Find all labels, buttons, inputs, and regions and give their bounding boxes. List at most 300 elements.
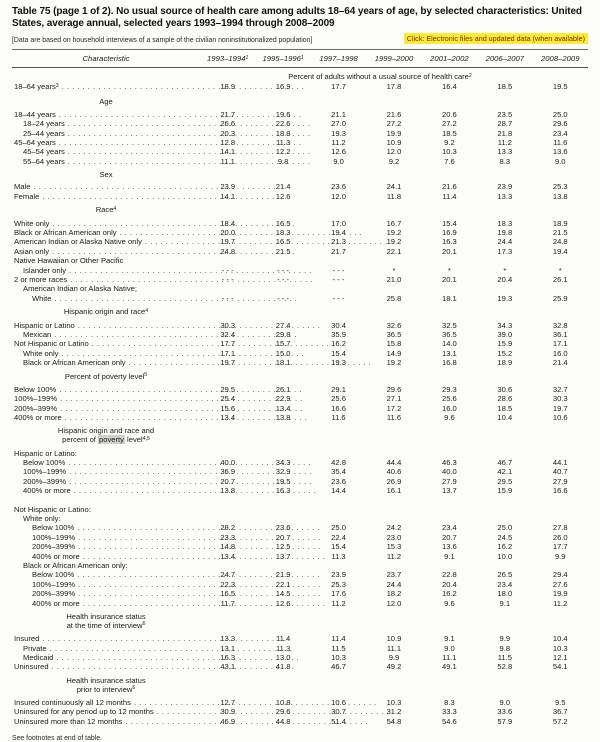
table-row xyxy=(12,533,588,542)
cell-value: 21.6 xyxy=(386,109,402,119)
cell-value: 29.4 xyxy=(552,570,568,580)
cell-value: 11.6 xyxy=(386,413,402,423)
cell-value: 42.8 xyxy=(331,457,346,467)
row-label: 400% or more . . . xyxy=(12,486,200,495)
cell-value: 11.2 xyxy=(331,137,346,147)
cell-value: 15.4 xyxy=(331,542,346,552)
table-row xyxy=(12,339,588,348)
cell-value: 11.5 xyxy=(331,643,346,653)
cell-value: 9.2 xyxy=(444,137,455,147)
row-label: American Indian or Alaska Native; xyxy=(23,284,137,294)
cell-value: 12.6 xyxy=(331,147,346,157)
cell-value: 29.1 xyxy=(331,384,346,394)
cell-value: 19.8 xyxy=(497,227,513,237)
row-label: Mexican . . . xyxy=(12,330,200,339)
row-label: Not Hispanic or Latino . . . xyxy=(12,339,200,348)
row-label: White . . . xyxy=(12,294,200,303)
cell-value: 16.2 xyxy=(331,339,346,349)
cell-value: 20.4 xyxy=(497,274,513,284)
cell-value: 19.4 xyxy=(331,227,346,237)
table-row xyxy=(12,707,588,716)
cell-value xyxy=(533,449,588,458)
cell-value: 16.5 xyxy=(220,589,236,599)
cell-value: 19.6 xyxy=(275,109,291,119)
cell-value xyxy=(311,514,366,523)
cell-value: * xyxy=(503,265,507,275)
cell-value: 10.4 xyxy=(552,634,568,644)
cell-value: 27.0 xyxy=(331,119,346,129)
footnote-marker: 4 xyxy=(145,307,149,314)
row-label: American Indian or Alaska Native only . . . xyxy=(12,237,200,246)
row-label: 200%–399% . . . xyxy=(12,589,200,598)
find-highlight: poverty xyxy=(99,435,124,445)
cell-value: 21.8 xyxy=(497,128,513,138)
cell-value xyxy=(311,284,366,293)
cell-value: 13.6 xyxy=(552,147,568,157)
row-label: Uninsured . . . xyxy=(12,662,200,671)
section-header xyxy=(12,427,200,446)
cell-value: 29.5 xyxy=(220,384,236,394)
cell-value: 26.5 xyxy=(497,570,513,580)
cell-value: 34.3 xyxy=(497,320,513,330)
cell-value: 30.3 xyxy=(552,394,568,404)
cell-value: 46.3 xyxy=(442,457,457,467)
cell-value: 21.5 xyxy=(275,246,291,256)
cell-value: 36.5 xyxy=(386,329,402,339)
cell-value xyxy=(255,284,310,293)
cell-value: 10.3 xyxy=(442,147,457,157)
cell-value: 14.4 xyxy=(331,486,346,496)
cell-value: 42.1 xyxy=(497,467,513,477)
footnote-marker: 6 xyxy=(142,621,146,628)
cell-value: 46.7 xyxy=(331,662,346,672)
group-label-row xyxy=(12,284,588,293)
cell-value: 10.6 xyxy=(552,413,568,423)
cell-value: 13.0 xyxy=(275,652,291,662)
cell-value: 27.2 xyxy=(442,119,457,129)
cell-value: 13.8 xyxy=(275,413,291,423)
section-header xyxy=(12,677,200,696)
table-row xyxy=(12,634,588,643)
cell-value: 9.6 xyxy=(444,413,455,423)
table-row xyxy=(12,228,588,237)
cell-value: 44.1 xyxy=(552,457,568,467)
table-row xyxy=(12,394,588,403)
cell-value xyxy=(255,561,310,570)
row-label: Below 100% . . . xyxy=(12,570,200,579)
cell-value: 12.5 xyxy=(275,542,291,552)
cell-value: 25.0 xyxy=(331,523,346,533)
cell-value: 18.1 xyxy=(442,293,457,303)
cell-value xyxy=(366,561,421,570)
section-header-line: Race$^4$ xyxy=(95,205,117,215)
cell-value xyxy=(477,561,532,570)
cell-value: 28.7 xyxy=(497,119,513,129)
cell-value: 7.6 xyxy=(444,156,455,166)
cell-value: 16.2 xyxy=(442,589,457,599)
row-label: Black or African American only . . . xyxy=(12,228,200,237)
cell-value: 23.7 xyxy=(386,570,402,580)
cell-value: 13.6 xyxy=(442,542,457,552)
cell-value: 15.0 xyxy=(275,348,291,358)
cell-value xyxy=(477,256,532,265)
cell-value: 17.8 xyxy=(386,82,402,91)
table-row xyxy=(12,247,588,256)
cell-value: 14.1 xyxy=(220,191,236,201)
cell-value: 30.3 xyxy=(220,320,236,330)
table-row xyxy=(12,385,588,394)
cell-value: 28.2 xyxy=(220,523,236,533)
cell-value: 13.3 xyxy=(220,634,236,644)
cell-value: 30.4 xyxy=(331,320,346,330)
table-row xyxy=(12,349,588,358)
section-header-line: Percent of poverty level$^5$ xyxy=(64,371,148,381)
section-header-line: at the time of interview$^6$ xyxy=(66,620,146,630)
cell-value: 22.1 xyxy=(275,579,291,589)
row-label: Uninsured more than 12 months . . . xyxy=(12,717,200,726)
cell-value: 11.2 xyxy=(553,598,568,608)
cell-value: 10.4 xyxy=(497,413,513,423)
table-row xyxy=(12,523,588,532)
row-label: Hispanic or Latino . . . xyxy=(12,321,200,330)
cell-value: 20.6 xyxy=(442,109,457,119)
cell-value: 12.7 xyxy=(220,697,236,707)
cell-value: 32.5 xyxy=(442,320,457,330)
data-source-note: [Data are based on household interviews of a sample of the civilian noninstitutionalized population] xyxy=(12,37,313,44)
table-row xyxy=(12,321,588,330)
table-row xyxy=(12,589,588,598)
cell-value: 23.9 xyxy=(331,570,346,580)
cell-value: 52.8 xyxy=(497,662,513,672)
cell-value: 15.9 xyxy=(497,339,513,349)
row-label: 18–64 years$^3$ . . . xyxy=(12,82,200,93)
table-row xyxy=(12,182,588,191)
cell-value: 11.1 xyxy=(386,643,402,653)
footnote-marker: 1 xyxy=(300,54,304,61)
cell-value xyxy=(255,505,310,514)
cell-value: 33.3 xyxy=(442,707,457,717)
cell-value: 40.0 xyxy=(442,467,457,477)
cell-value: 14.0 xyxy=(442,339,457,349)
cell-value: 17.6 xyxy=(331,589,346,599)
cell-value xyxy=(311,449,366,458)
cell-value: 13.3 xyxy=(497,147,513,157)
cell-value xyxy=(533,505,588,514)
cell-value: 16.0 xyxy=(552,348,568,358)
cell-value: - - - xyxy=(277,265,290,275)
row-label: 55–64 years . . . xyxy=(12,157,200,166)
cell-value: 27.9 xyxy=(442,476,457,486)
row-label: Asian only . . . xyxy=(12,247,200,256)
cell-value: 46.7 xyxy=(497,457,513,467)
row-label: Not Hispanic or Latino: xyxy=(14,504,91,514)
cell-value: 18.2 xyxy=(386,589,402,599)
cell-value: 15.9 xyxy=(497,486,513,496)
group-label-row xyxy=(12,514,588,523)
section-header-line: prior to interview$^6$ xyxy=(76,684,136,694)
cell-value: 14.5 xyxy=(275,589,291,599)
table-row xyxy=(12,413,588,422)
cell-value: 10.3 xyxy=(386,697,402,707)
cell-value: 9.0 xyxy=(333,156,344,166)
cell-value: - - - xyxy=(332,293,345,303)
cell-value: 11.5 xyxy=(497,652,512,662)
cell-value: - - - xyxy=(332,274,345,284)
statistics-table xyxy=(12,49,588,726)
cell-value: 12.6 xyxy=(275,191,291,201)
cell-value: 23.6 xyxy=(331,476,346,486)
cell-value: 20.1 xyxy=(442,274,457,284)
column-header: 2001–2002 xyxy=(430,54,469,63)
cell-value: 9.9 xyxy=(499,634,511,644)
cell-value: 22.8 xyxy=(442,570,457,580)
cell-value: 29.6 xyxy=(552,119,568,129)
cell-value: 32.9 xyxy=(275,467,291,477)
table-row xyxy=(12,294,588,303)
row-label: Black or African American only . . . xyxy=(12,358,200,367)
cell-value xyxy=(255,449,310,458)
table-row xyxy=(12,266,588,275)
cell-value: 18.1 xyxy=(275,358,291,368)
cell-value: 34.3 xyxy=(275,457,291,467)
cell-value: 21.1 xyxy=(331,109,346,119)
cell-value: 17.3 xyxy=(497,246,513,256)
table-row xyxy=(12,147,588,156)
cell-value xyxy=(255,256,310,265)
cell-value: 22.1 xyxy=(386,246,402,256)
cell-value: 23.6 xyxy=(275,523,291,533)
row-label: 100%–199% . . . xyxy=(12,533,200,542)
section-header-line: Hispanic origin and race and xyxy=(57,426,155,436)
table-row xyxy=(12,404,588,413)
cell-value: 27.8 xyxy=(552,523,568,533)
table-row xyxy=(12,192,588,201)
cell-value: 9.1 xyxy=(444,634,455,644)
cell-value: 9.0 xyxy=(554,156,566,166)
cell-value: 21.0 xyxy=(386,274,402,284)
spanner-label: Percent of adults without a usual source of health care$^2$ xyxy=(288,72,472,81)
cell-value: 17.0 xyxy=(331,218,346,228)
section-header xyxy=(12,308,200,318)
row-label: 200%–399% . . . xyxy=(12,477,200,486)
cell-value xyxy=(366,256,421,265)
cell-value: 16.3 xyxy=(275,486,291,496)
cell-value: 19.5 xyxy=(275,476,291,486)
cell-value: 22.6 xyxy=(275,119,291,129)
cell-value xyxy=(477,505,532,514)
cell-value: 21.4 xyxy=(552,358,568,368)
row-label: 100%–199% . . . xyxy=(12,580,200,589)
footnote-marker: 4 xyxy=(113,205,117,212)
cell-value: 11.1 xyxy=(442,652,457,662)
cell-value: 10.6 xyxy=(331,697,346,707)
cell-value xyxy=(366,449,421,458)
cell-value: 28.6 xyxy=(497,394,513,404)
footnote-marker: 3 xyxy=(55,82,59,89)
cell-value: 49.2 xyxy=(386,662,402,672)
cell-value: 25.8 xyxy=(386,293,402,303)
footnote-marker: 5 xyxy=(144,372,148,379)
row-spacer xyxy=(12,496,588,505)
cell-value: * xyxy=(447,265,451,275)
cell-value: 26.1 xyxy=(552,274,568,284)
cell-value: 36.1 xyxy=(552,329,568,339)
row-label: Below 100% . . . xyxy=(12,458,200,467)
cell-value xyxy=(200,449,255,458)
cell-value: 25.3 xyxy=(552,182,568,192)
cell-value: 20.4 xyxy=(442,579,457,589)
cell-value: 16.4 xyxy=(442,82,457,91)
table-row xyxy=(12,275,588,284)
footnote-marker: 6 xyxy=(132,685,136,692)
cell-value: 46.9 xyxy=(220,716,236,726)
cell-value: 9.0 xyxy=(499,697,511,707)
cell-value xyxy=(477,449,532,458)
cell-value: 12.2 xyxy=(275,147,291,157)
cell-value: 16.6 xyxy=(331,403,346,413)
cell-value: 29.6 xyxy=(386,384,402,394)
cell-value: 25.0 xyxy=(552,109,568,119)
table-row xyxy=(12,110,588,119)
cell-value: 11.3 xyxy=(331,551,346,561)
cell-value: 44.8 xyxy=(275,716,291,726)
cell-value: 16.9 xyxy=(442,227,457,237)
cell-value: 10.9 xyxy=(386,137,402,147)
table-header-row xyxy=(12,49,588,68)
table-row xyxy=(12,599,588,608)
cell-value: 41.8 xyxy=(275,662,291,672)
characteristic-header: Characteristic xyxy=(82,54,130,63)
cell-value: 40.7 xyxy=(552,467,568,477)
table-row xyxy=(12,717,588,726)
spanner-row xyxy=(12,68,588,82)
cell-value: 10.3 xyxy=(331,652,346,662)
cell-value: 9.0 xyxy=(444,643,455,653)
section-header xyxy=(12,373,200,383)
cell-value: 57.9 xyxy=(497,716,513,726)
cell-value: 26.0 xyxy=(552,532,568,542)
cell-value xyxy=(200,505,255,514)
cell-value: 19.9 xyxy=(552,589,568,599)
column-header: 2008–2009 xyxy=(541,54,580,63)
cell-value: 18.5 xyxy=(497,403,513,413)
cell-value: 29.8 xyxy=(275,329,291,339)
table-row xyxy=(12,653,588,662)
cell-value: 14.8 xyxy=(220,542,236,552)
cell-value: 49.1 xyxy=(442,662,457,672)
cell-value: 19.4 xyxy=(552,246,568,256)
cell-value: 15.8 xyxy=(386,339,402,349)
cell-value xyxy=(422,284,477,293)
cell-value: 23.4 xyxy=(552,128,568,138)
cell-value: 12.6 xyxy=(275,598,291,608)
table-row xyxy=(12,129,588,138)
row-label: 200%–399% . . . xyxy=(12,404,200,413)
cell-value: 9.5 xyxy=(554,697,566,707)
cell-value: * xyxy=(392,265,396,275)
cell-value: 35.9 xyxy=(331,329,346,339)
table-row xyxy=(12,82,588,93)
cell-value: 16.6 xyxy=(552,486,568,496)
section-header-line: Hispanic origin and race$^4$ xyxy=(63,307,149,317)
cell-value: 20.3 xyxy=(220,128,236,138)
cell-value: 23.6 xyxy=(331,182,346,192)
year-columns xyxy=(200,54,588,63)
section-header-line: Health insurance status xyxy=(66,612,146,622)
cell-value: 40.6 xyxy=(386,467,402,477)
cell-value: 11.7 xyxy=(220,598,235,608)
cell-value: 13.3 xyxy=(497,191,513,201)
cell-value: 23.4 xyxy=(442,523,457,533)
cell-value: 18.9 xyxy=(220,82,236,91)
cell-value xyxy=(366,505,421,514)
table-row xyxy=(12,237,588,246)
electronic-files-link[interactable]: Click: Electronic files and updated data (when available) xyxy=(404,33,588,44)
cell-value: 11.6 xyxy=(553,137,568,147)
column-header: 2006–2007 xyxy=(485,54,525,63)
cell-value xyxy=(533,284,588,293)
cell-value: 31.2 xyxy=(386,707,402,717)
row-label: Hispanic or Latino: xyxy=(14,448,77,458)
cell-value: 10.3 xyxy=(552,643,568,653)
cell-value: 19.3 xyxy=(497,293,513,303)
cell-value: 18.5 xyxy=(442,128,457,138)
row-label: Native Hawaiian or Other Pacific xyxy=(14,256,124,266)
cell-value: 18.9 xyxy=(552,218,568,228)
cell-value: 18.8 xyxy=(275,128,291,138)
cell-value: 12.1 xyxy=(552,652,568,662)
cell-value: 36.5 xyxy=(442,329,457,339)
group-label-row xyxy=(12,256,588,265)
table-row xyxy=(12,330,588,339)
column-header: 1993–1994$^1$ xyxy=(207,54,249,63)
cell-value: 39.0 xyxy=(497,329,513,339)
cell-value: 15.2 xyxy=(497,348,513,358)
cell-value: 17.2 xyxy=(386,403,402,413)
row-label: 25–44 years . . . xyxy=(12,129,200,138)
row-label: 18–44 years . . . xyxy=(12,110,200,119)
cell-value: 19.7 xyxy=(220,358,236,368)
row-label: Below 100% . . . xyxy=(12,523,200,532)
cell-value: 9.1 xyxy=(499,598,511,608)
cell-value: 11.3 xyxy=(276,643,291,653)
cell-value: 9.2 xyxy=(388,156,400,166)
table-row xyxy=(12,157,588,166)
cell-value: 25.9 xyxy=(552,293,568,303)
cell-value: 21.7 xyxy=(220,109,236,119)
cell-value xyxy=(200,284,255,293)
row-label: Private . . . xyxy=(12,644,200,653)
cell-value: 16.3 xyxy=(220,652,236,662)
cell-value: 25.6 xyxy=(442,394,457,404)
cell-value xyxy=(200,514,255,523)
table-row xyxy=(12,138,588,147)
cell-value: 21.9 xyxy=(275,570,291,580)
cell-value: 18.0 xyxy=(497,589,513,599)
cell-value xyxy=(422,505,477,514)
row-label: 400% or more . . . xyxy=(12,599,200,608)
cell-value xyxy=(477,284,532,293)
cell-value: 21.6 xyxy=(442,182,457,192)
section-header-line: Health insurance status xyxy=(66,675,146,685)
cell-value: 23.9 xyxy=(220,182,236,192)
cell-value: 13.4 xyxy=(220,413,236,423)
cell-value: 18.5 xyxy=(497,82,513,91)
cell-value: 43.1 xyxy=(220,662,236,672)
cell-value xyxy=(200,256,255,265)
section-header-line: percent of poverty level$^{4,5}$ xyxy=(62,435,150,445)
cell-value: 11.6 xyxy=(331,413,346,423)
